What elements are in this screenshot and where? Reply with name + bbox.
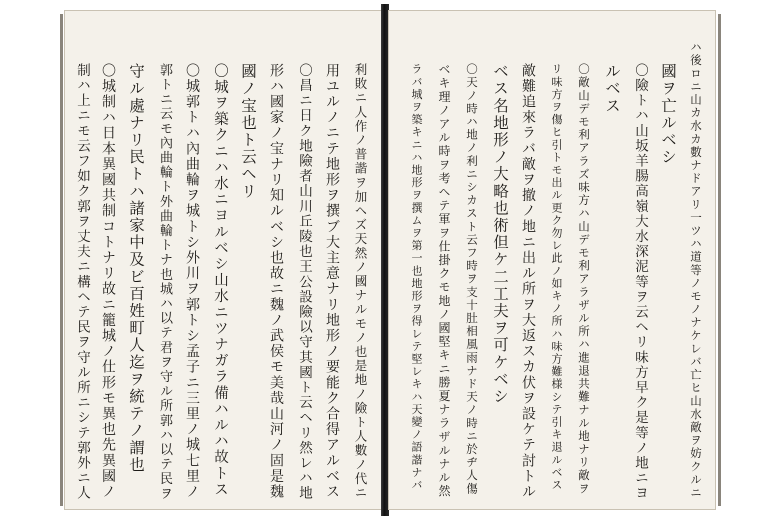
right-line-10: ベキ理ノアル時ヲ考ヘテ軍ヲ仕掛クモ地ノ國堅キニ勝夏ナラザルナル然 <box>437 63 451 499</box>
left-line-2: 用ユルノニテ地形ヲ撰ブ大主意ナリ地形ノ要能ク合得アルベス <box>324 63 340 500</box>
left-line-8: 郭トニ云モ內曲輪ト外曲輪トナ也城ハ以テ君ヲ守ル所郭ハ以テ民ヲ <box>157 63 172 501</box>
right-line-2: 國ヲ亡ルベシ <box>659 63 677 166</box>
left-line-9: 守ル處ナリ民トハ諸家中及ビ百姓町人迄ヲ統テノ謂也 <box>127 63 145 474</box>
left-line-3: 〇昌ニ日ク地險者山川丘陵也王公設險以守其國ト云ヘリ然レハ地 <box>296 63 312 501</box>
right-page-edge <box>718 14 721 506</box>
right-line-8: ベス名地形ノ大略也術但ケ二工夫ヲ可ケベシ <box>491 63 509 405</box>
left-line-6: 〇城ヲ築クニハ水ニヨルベシ山水ニツナガラ備ハルハ故トス <box>212 63 228 498</box>
right-line-4: ルベス <box>603 63 621 115</box>
right-page <box>388 10 716 510</box>
left-line-7: 〇城郭トハ內曲輪ヲ城トシ外川ヲ郭トシ孟子ニ三里ノ城七里ノ <box>184 63 200 500</box>
left-line-10: 〇城制ハ日本異國共制コトナリ故ニ籠城ノ仕形モ異也先異國ノ <box>100 63 116 500</box>
right-line-9: 〇天ノ時ハ地ノ利ニシカスト云フ時ヲ支十肚相風雨ナド天ノ時ニ於ヂ人傷 <box>465 63 479 496</box>
left-line-1: 利敗ニ人作ノ普諧ヲ加ヘズ天然ノ國ナルモノ也是地ノ險ト人數ノ代ニ <box>353 63 368 501</box>
right-line-3: 〇險トハ山坂羊腸高嶺大水深泥等ヲ云ヘリ味方早ク是等ノ地ニヨ <box>632 63 648 501</box>
left-page-edge <box>60 14 63 506</box>
left-line-5: 國ノ宝也ト云ヘリ <box>239 63 257 200</box>
left-line-4: 形ハ國家ノ宝ナリ知ルベシ也故ニ魏ノ武侯モ美哉山河ノ固是魏 <box>268 63 284 500</box>
right-line-1: ハ後ロニ山カ水カ數ナドアリ一ツハ道等ノモノナケレバ亡ヒ山水敵ヲ妨クルニ <box>689 41 703 500</box>
right-line-6: リ味方ヲ傷ヒ引トモ出ル更ク勿レ此ノ如キノ所ハ味方難様シテ引キ退ルベス <box>550 63 563 492</box>
left-page <box>64 10 382 510</box>
right-line-5: 〇敵山デモ利アラズ味方ハ山デモ利アラザル所ハ進退共難ナル地ナリ敵ヲ <box>577 63 591 496</box>
right-line-7: 敵難追來ラバ敵ヲ撤ノ地ニ出ル所ヲ大返スカ伏ヲ設ケテ討トル <box>520 63 536 500</box>
left-line-11: 制ハ上ニモ云フ如ク郭ヲ丈夫ニ構ヘテ民ヲ守ル所ニシテ郭外ニ人 <box>74 63 90 501</box>
right-line-11: ラバ城ヲ築キニハ地形ヲ撰ムヲ第一也地形ヲ得レテ堅レキハ天變ノ語諧ナバ <box>410 63 423 492</box>
